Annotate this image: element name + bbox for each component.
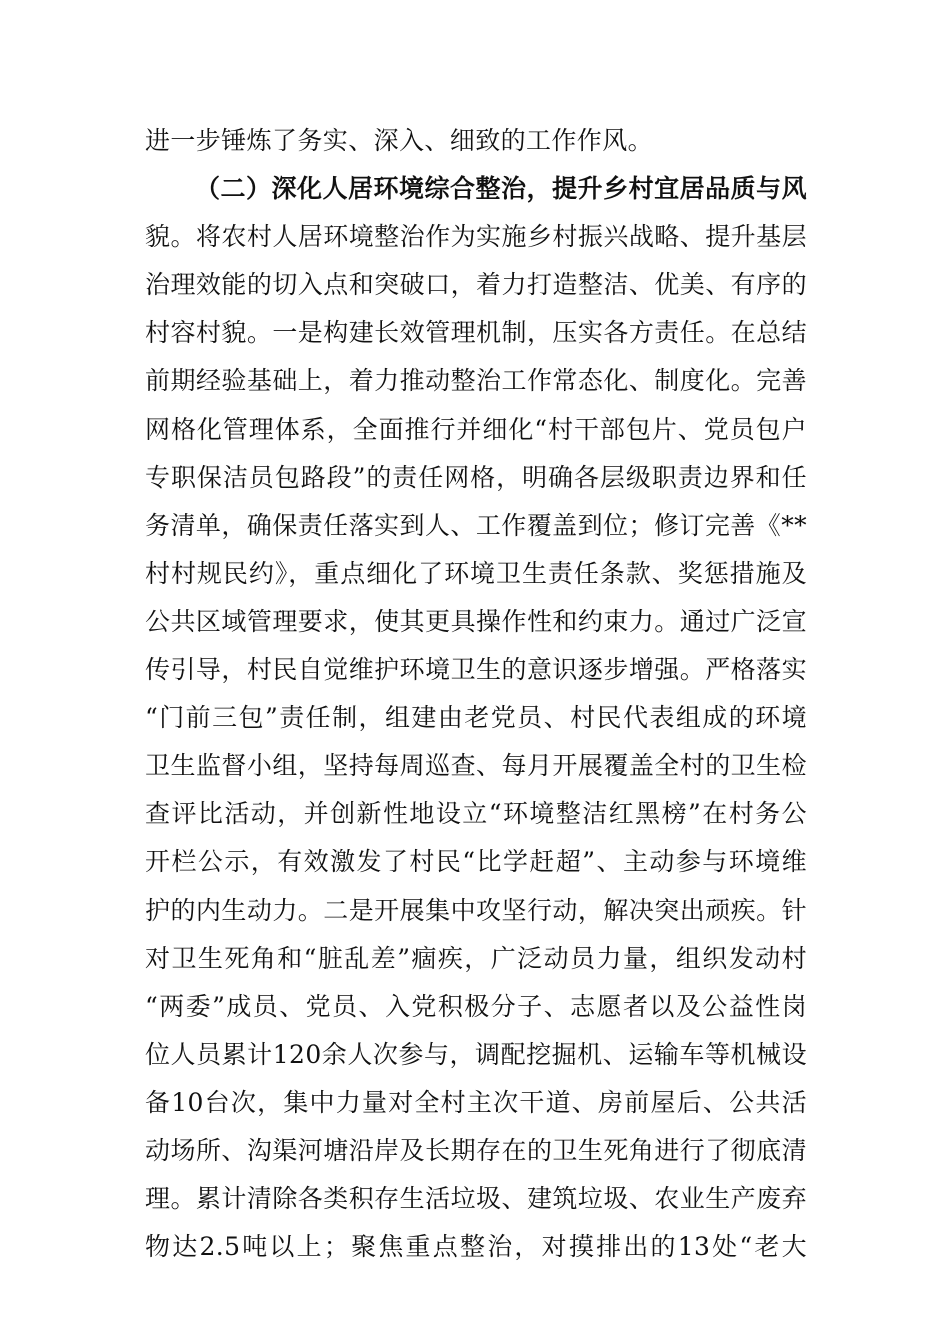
text-line-11: 公共区域管理要求，使其更具操作性和约束力。通过广泛宣 xyxy=(145,606,807,636)
text-line-13: “门前三包”责任制，组建由老党员、村民代表组成的环境 xyxy=(145,703,807,733)
text-line-18: 对卫生死角和“脏乱差”痼疾，广泛动员力量，组织发动村 xyxy=(145,943,807,973)
text-line-19: “两委”成员、党员、入党积极分子、志愿者以及公益性岗 xyxy=(145,991,807,1021)
text-line-20: 位人员累计120余人次参与，调配挖掘机、运输车等机械设 xyxy=(145,1039,807,1069)
text-line-4: 治理效能的切入点和突破口，着力打造整洁、优美、有序的 xyxy=(145,270,807,300)
text-line-8: 专职保洁员包路段”的责任网格，明确各层级职责边界和任 xyxy=(145,462,807,492)
text-line-23: 理。累计清除各类积存生活垃圾、建筑垃圾、农业生产废弃 xyxy=(145,1184,807,1214)
text-line-6: 前期经验基础上，着力推动整治工作常态化、制度化。完善 xyxy=(145,366,807,396)
text-line-9: 务清单，确保责任落实到人、工作覆盖到位；修订完善《** xyxy=(145,510,807,540)
text-line-5: 村容村貌。一是构建长效管理机制，压实各方责任。在总结 xyxy=(145,318,807,348)
text-line-21: 备10台次，集中力量对全村主次干道、房前屋后、公共活 xyxy=(145,1087,807,1117)
text-line-3: 貌。将农村人居环境整治作为实施乡村振兴战略、提升基层 xyxy=(145,222,807,252)
body-text xyxy=(145,117,807,1271)
text-line-10: 村村规民约》，重点细化了环境卫生责任条款、奖惩措施及 xyxy=(145,558,807,588)
text-line-16: 开栏公示，有效激发了村民“比学赶超”、主动参与环境维 xyxy=(145,847,807,877)
text-line-14: 卫生监督小组，坚持每周巡查、每月开展覆盖全村的卫生检 xyxy=(145,751,807,781)
section-heading xyxy=(145,165,807,213)
section-heading-bold-run: （二）深化人居环境综合整治，提升乡村宜居品质与风 xyxy=(195,174,807,204)
text-line-22: 动场所、沟渠河塘沿岸及长期存在的卫生死角进行了彻底清 xyxy=(145,1135,807,1165)
text-line-7: 网格化管理体系，全面推行并细化“村干部包片、党员包户 xyxy=(145,414,807,444)
text-line-17: 护的内生动力。二是开展集中攻坚行动，解决突出顽疾。针 xyxy=(145,895,807,925)
text-line-12: 传引导，村民自觉维护环境卫生的意识逐步增强。严格落实 xyxy=(145,655,807,685)
text-line-1: 进一步锤炼了务实、深入、细致的工作作风。 xyxy=(145,126,654,155)
text-line-15: 查评比活动，并创新性地设立“环境整洁红黑榜”在村务公 xyxy=(145,799,807,829)
text-line-24: 物达2.5吨以上；聚焦重点整治，对摸排出的13处“老大 xyxy=(145,1232,807,1262)
